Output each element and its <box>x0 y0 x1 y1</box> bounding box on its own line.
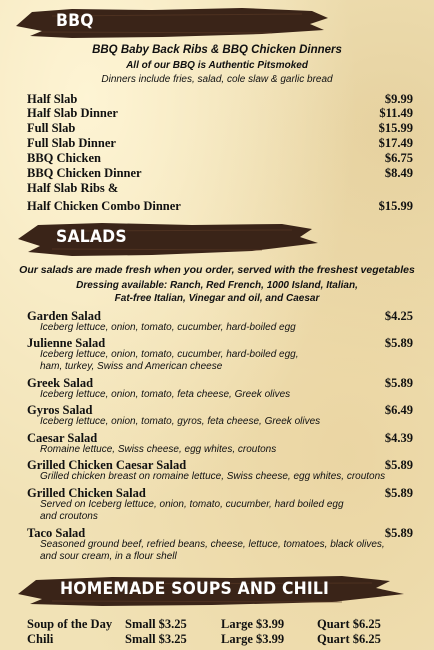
item-name: Garden Salad <box>27 309 101 323</box>
item-price: $8.49 <box>384 166 413 180</box>
item-name: Full Slab Dinner <box>27 136 116 150</box>
item-description: Iceberg lettuce, onion, tomato, cucumber, hard-boiled egg <box>40 322 296 333</box>
item-name: Gyros Salad <box>27 403 93 417</box>
bbq-banner <box>12 4 332 44</box>
bbq-note-2: Dinners include fries, salad, cole slaw & garlic bread <box>101 74 333 85</box>
small-price: Small $3.25 <box>125 617 187 631</box>
item-description: Served on Iceberg lettuce, onion, tomato, cucumber, hard boiled egg <box>40 499 344 510</box>
item-price: $5.89 <box>384 526 413 540</box>
item-price: $5.89 <box>384 486 413 500</box>
bbq-title: BBQ <box>56 11 94 31</box>
item-name: Half Slab <box>27 92 78 106</box>
item-description: Romaine lettuce, Swiss cheese, egg whites, croutons <box>40 444 277 455</box>
item-price: $4.25 <box>384 309 413 323</box>
item-description: Iceberg lettuce, onion, tomato, cucumber, hard-boiled egg, <box>40 349 299 360</box>
soups-title: HOMEMADE SOUPS AND CHILI <box>60 579 330 599</box>
item-price: $5.89 <box>384 336 413 350</box>
item-name: Grilled Chicken Salad <box>27 486 146 500</box>
item-name: Half Slab Ribs & <box>27 181 119 195</box>
item-name: Grilled Chicken Caesar Salad <box>27 458 187 472</box>
large-price: Large $3.99 <box>221 617 285 631</box>
item-name: Half Chicken Combo Dinner <box>27 199 181 213</box>
item-price: $15.99 <box>378 199 413 213</box>
bbq-note-1: All of our BBQ is Authentic Pitsmoked <box>126 60 308 71</box>
item-name: Half Slab Dinner <box>27 106 118 120</box>
item-price: $17.49 <box>378 136 413 150</box>
soups-banner <box>12 572 412 612</box>
small-price: Small $3.25 <box>125 632 187 646</box>
salads-title: SALADS <box>56 227 127 247</box>
dressing-line-1: Dressing available: Ranch, Red French, 1000 Island, Italian, <box>76 280 358 291</box>
item-price: $6.49 <box>384 403 413 417</box>
quart-price: Quart $6.25 <box>317 632 381 646</box>
bbq-subtitle: BBQ Baby Back Ribs & BBQ Chicken Dinners <box>92 44 342 56</box>
item-description: and croutons <box>40 511 98 522</box>
item-description: and sour cream, in a flour shell <box>40 551 177 562</box>
item-name: Chili <box>27 632 54 646</box>
item-name: Soup of the Day <box>27 617 113 631</box>
quart-price: Quart $6.25 <box>317 617 381 631</box>
salads-intro: Our salads are made fresh when you order, served with the freshest vegetables <box>19 264 415 276</box>
item-name: Julienne Salad <box>27 336 106 350</box>
item-price: $6.75 <box>384 151 413 165</box>
item-description: Iceberg lettuce, onion, tomato, gyros, feta cheese, Greek olives <box>40 416 321 427</box>
item-description: Grilled chicken breast on romaine lettuce, Swiss cheese, egg whites, croutons <box>40 471 386 482</box>
item-name: Taco Salad <box>27 526 86 540</box>
item-price: $5.89 <box>384 458 413 472</box>
item-name: Greek Salad <box>27 376 94 390</box>
item-price: $5.89 <box>384 376 413 390</box>
item-name: BBQ Chicken Dinner <box>27 166 142 180</box>
item-description: Iceberg lettuce, onion, tomato, feta cheese, Greek olives <box>40 389 291 400</box>
dressing-line-2: Fat-free Italian, Vinegar and oil, and Caesar <box>114 293 320 304</box>
item-price: $4.39 <box>384 431 413 445</box>
item-price: $15.99 <box>378 121 413 135</box>
item-description: Seasoned ground beef, refried beans, cheese, lettuce, tomatoes, black olives, <box>40 539 385 550</box>
item-name: BBQ Chicken <box>27 151 101 165</box>
item-description: ham, turkey, Swiss and American cheese <box>40 361 223 372</box>
item-price: $11.49 <box>379 106 413 120</box>
item-name: Caesar Salad <box>27 431 98 445</box>
salads-banner <box>12 219 322 259</box>
item-price: $9.99 <box>384 92 413 106</box>
large-price: Large $3.99 <box>221 632 285 646</box>
item-name: Full Slab <box>27 121 76 135</box>
